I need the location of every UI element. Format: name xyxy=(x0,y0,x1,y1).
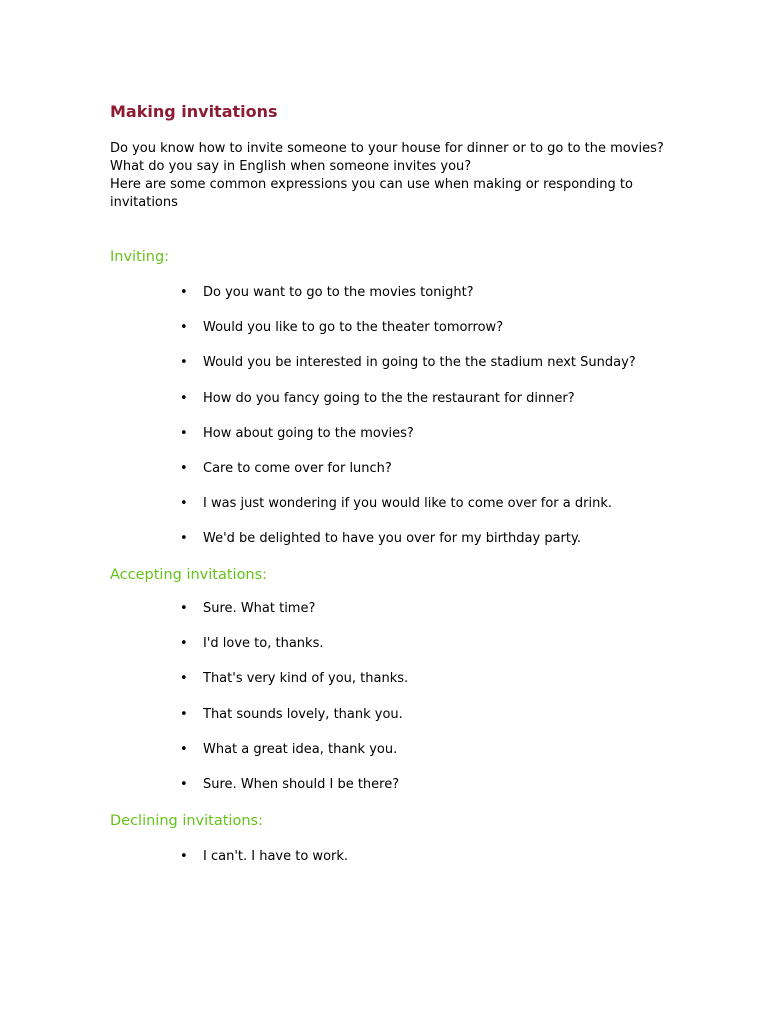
bullet-icon: • xyxy=(180,390,188,406)
section-heading-inviting: Inviting: xyxy=(110,249,170,265)
bullet-icon: • xyxy=(180,601,188,616)
bullet-icon: • xyxy=(180,706,188,722)
bullet-icon: • xyxy=(180,355,188,371)
section-heading-accepting: Accepting invitations: xyxy=(110,567,268,583)
bullet-icon: • xyxy=(180,320,188,336)
intro-paragraph xyxy=(110,140,670,212)
bullet-icon: • xyxy=(180,460,188,476)
bullet-icon: • xyxy=(180,849,188,864)
bullet-icon: • xyxy=(180,671,188,687)
bullet-icon: • xyxy=(180,496,188,512)
intro-line: What do you say in English when someone invites you? xyxy=(110,159,472,174)
bullet-icon: • xyxy=(180,285,188,300)
section-heading-declining: Declining invitations: xyxy=(110,813,263,829)
bullet-icon: • xyxy=(180,531,188,547)
page-title: Making invitations xyxy=(110,102,278,121)
bullet-icon: • xyxy=(180,741,188,757)
bullet-icon: • xyxy=(180,776,188,792)
document-page: Making invitations Do you know how to invite someone to your house for dinner or to go to the movies? What do you say in English when someone invites you? Here are some common expressions you can use when making or responding to invitations Inviting: • Do you want to go to the movies tonight? • Would you like to go to the theater tomorrow? • Would you be interested in going to the the stadium next Sunday? • How do you fancy going to the the restaurant for dinner? • How about going to the movies? • Care to come over for lunch? • I was just wondering if you would like to come over for a drink. • We'd be delighted to have you over for my birthday party. Accepting invitations: • Sure. What time? • I'd love to, thanks. • That's very kind of you, thanks. • That sounds lovely, thank you. • What a great idea, thank you. • Sure. When should I be there? Declining invitations: • I can't. I have to work. xyxy=(0,0,768,1024)
intro-line: Do you know how to invite someone to your house for dinner or to go to the movies? xyxy=(110,141,664,156)
intro-line: Here are some common expressions you can use when making or responding to invitations xyxy=(110,177,633,210)
bullet-icon: • xyxy=(180,636,188,652)
bullet-icon: • xyxy=(180,425,188,441)
